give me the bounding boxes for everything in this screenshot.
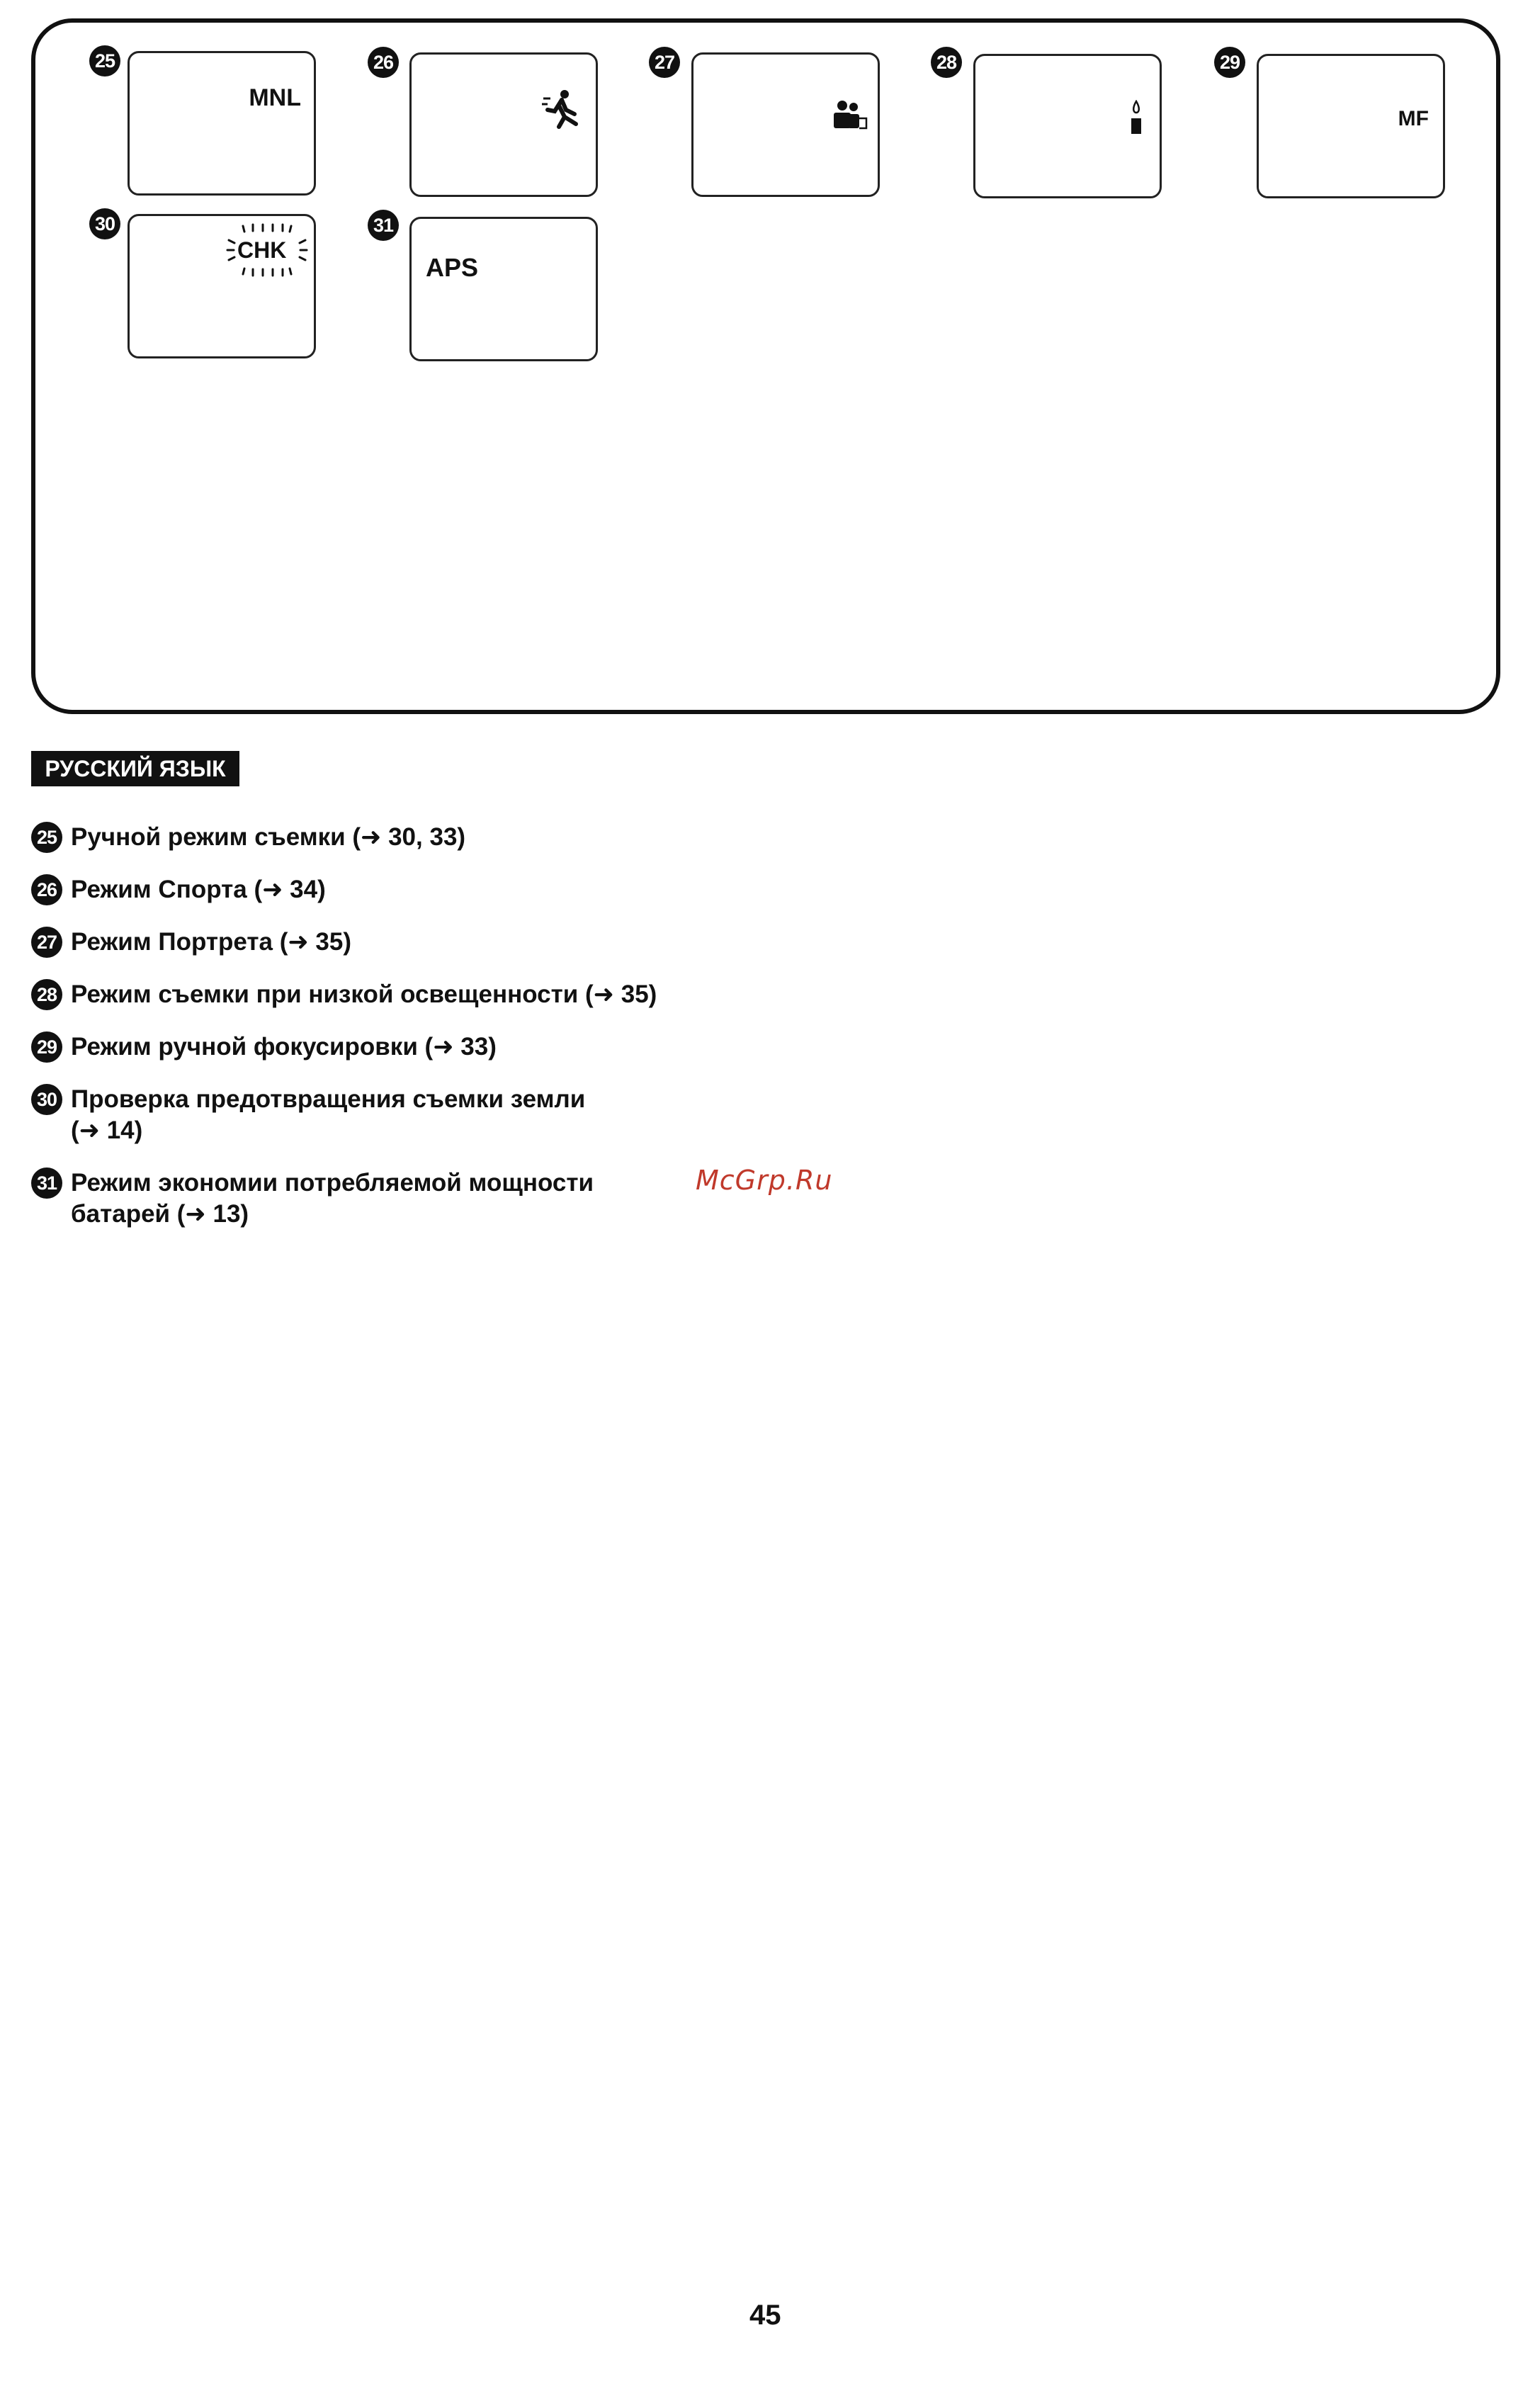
callout-number: 29 <box>1214 47 1245 78</box>
sports-runner-icon <box>540 89 583 130</box>
watermark: McGrp.Ru <box>696 1165 833 1196</box>
viewfinder-screen-manual-focus <box>1257 54 1445 198</box>
mnl-indicator: MNL <box>249 84 301 111</box>
list-item <box>31 874 708 905</box>
item-text <box>71 1167 708 1230</box>
viewfinder-screen-low-light <box>973 54 1162 198</box>
item-text <box>71 1084 708 1146</box>
candle-icon <box>1128 100 1144 135</box>
item-number: 29 <box>31 1031 62 1063</box>
item-number: 30 <box>31 1084 62 1115</box>
item-line: Режим Портрета (➜ 35) <box>71 928 352 956</box>
item-number: 31 <box>31 1167 62 1199</box>
portrait-icon <box>832 100 869 131</box>
aps-indicator: APS <box>426 253 479 282</box>
item-line: Проверка предотвращения съемки земли <box>71 1085 586 1113</box>
item-number: 27 <box>31 927 62 958</box>
viewfinder-screen-manual <box>128 51 316 196</box>
item-text <box>71 822 708 853</box>
item-line: Ручной режим съемки (➜ 30, 33) <box>71 823 466 851</box>
list-item <box>31 927 708 958</box>
viewfinder-screen-sports <box>409 52 598 197</box>
viewfinder-screen-portrait <box>691 52 880 197</box>
item-line: Режим экономии потребляемой мощности <box>71 1169 594 1197</box>
list-item <box>31 1167 708 1230</box>
callout-number: 26 <box>368 47 399 78</box>
callout-number: 27 <box>649 47 680 78</box>
item-number: 28 <box>31 979 62 1010</box>
item-line: Режим ручной фокусировки (➜ 33) <box>71 1033 497 1061</box>
list-item <box>31 822 708 853</box>
viewfinder-screen-aps <box>409 217 598 361</box>
list-item <box>31 1084 708 1146</box>
callout-number: 30 <box>89 208 120 239</box>
mf-indicator: MF <box>1398 107 1429 130</box>
item-line: Режим Спорта (➜ 34) <box>71 876 326 903</box>
flashing-check-icon <box>226 222 308 278</box>
list-item <box>31 979 708 1010</box>
viewfinder-screen-check <box>128 214 316 358</box>
item-text <box>71 927 708 958</box>
chk-indicator: CHK <box>237 237 287 263</box>
item-line: (➜ 14) <box>71 1116 143 1144</box>
item-text <box>71 1031 708 1063</box>
language-label: РУССКИЙ ЯЗЫК <box>31 751 239 786</box>
item-line: Режим съемки при низкой освещенности (➜ 35) <box>71 980 657 1008</box>
callout-number: 28 <box>931 47 962 78</box>
item-text <box>71 874 708 905</box>
page-number: 45 <box>749 2300 781 2331</box>
list-item <box>31 1031 708 1063</box>
item-text <box>71 979 708 1010</box>
item-line: батарей (➜ 13) <box>71 1200 249 1228</box>
item-number: 26 <box>31 874 62 905</box>
item-number: 25 <box>31 822 62 853</box>
callout-number: 25 <box>89 45 120 77</box>
callout-number: 31 <box>368 210 399 241</box>
